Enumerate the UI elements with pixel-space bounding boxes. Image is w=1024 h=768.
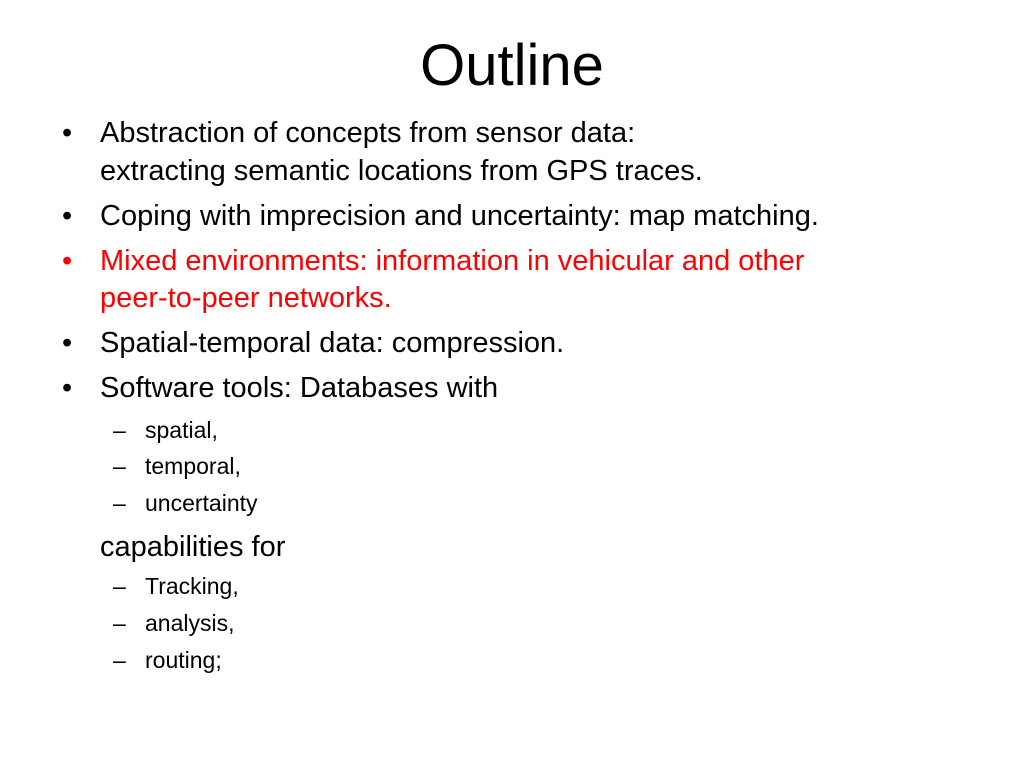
bullet-icon: • — [62, 245, 73, 277]
bullet-text-highlighted: Mixed environments: information in vehicular and other — [100, 245, 805, 277]
subitem-text: analysis, — [145, 610, 235, 636]
bullet-text: extracting semantic locations from GPS traces. — [100, 155, 703, 187]
subitem-text: spatial, — [145, 417, 218, 443]
subitem-text: Tracking, — [145, 573, 239, 599]
bullet-text: Software tools: Databases with — [100, 372, 499, 404]
dash-icon: – — [113, 417, 126, 443]
dash-icon: – — [113, 610, 126, 636]
bullet-text: Coping with imprecision and uncertainty: map matching. — [100, 200, 819, 232]
dash-icon: – — [113, 490, 126, 516]
bullet-icon: • — [62, 372, 73, 404]
continuation-text: capabilities for — [100, 531, 286, 563]
dash-icon: – — [113, 573, 126, 599]
dash-icon: – — [113, 647, 126, 673]
bullet-icon: • — [62, 117, 73, 149]
bullet-text-highlighted: peer-to-peer networks. — [100, 282, 392, 314]
subitem-text: uncertainty — [145, 490, 258, 516]
subitem-text: temporal, — [145, 453, 241, 479]
bullet-icon: • — [62, 327, 73, 359]
bullet-icon: • — [62, 200, 73, 232]
subitem-text: routing; — [145, 647, 222, 673]
bullet-text: Abstraction of concepts from sensor data: — [100, 117, 636, 149]
slide-title: Outline — [420, 33, 604, 98]
dash-icon: – — [113, 453, 126, 479]
bullet-text: Spatial-temporal data: compression. — [100, 327, 565, 359]
